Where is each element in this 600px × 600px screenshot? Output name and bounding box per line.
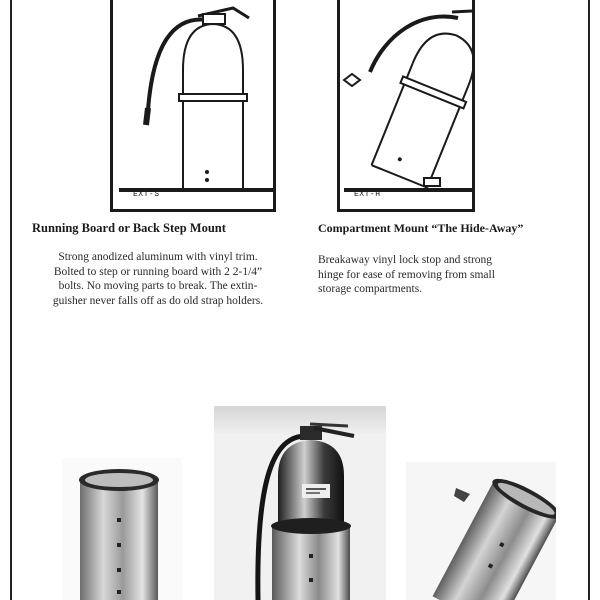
running-board-description <box>22 250 294 308</box>
description-line: Strong anodized aluminum with vinyl trim. <box>58 251 258 263</box>
compartment-mount-illustration <box>337 0 475 212</box>
running-board-caption: Running Board or Back Step Mount <box>32 221 226 235</box>
tilted-holder-photo <box>406 462 556 600</box>
empty-holder-photo <box>62 458 182 600</box>
empty-holder-image <box>62 458 182 600</box>
compartment-mount-caption: Compartment Mount “The Hide-Away” <box>318 221 524 235</box>
holder-with-extinguisher-image <box>214 406 386 600</box>
running-board-mount-illustration <box>110 0 276 212</box>
description-line: storage compartments. <box>318 283 423 295</box>
extinguisher-drawing-left <box>113 0 276 212</box>
model-label-ext-s: EXT-S <box>133 190 160 199</box>
description-line: bolts. No moving parts to break. The extin- <box>58 280 258 292</box>
description-line: guisher never falls off as do old strap holders. <box>52 294 264 307</box>
tilted-holder-image <box>406 462 556 600</box>
description-line: Bolted to step or running board with 2 2-1/4” <box>53 265 263 278</box>
model-label-ext-h: EXT-H <box>354 190 381 199</box>
extinguisher-drawing-right <box>340 0 475 212</box>
holder-with-extinguisher-photo <box>214 406 386 600</box>
compartment-mount-description <box>318 253 588 297</box>
description-line: hinge for ease of removing from small <box>318 268 495 281</box>
description-line: Breakaway vinyl lock stop and strong <box>318 254 493 266</box>
